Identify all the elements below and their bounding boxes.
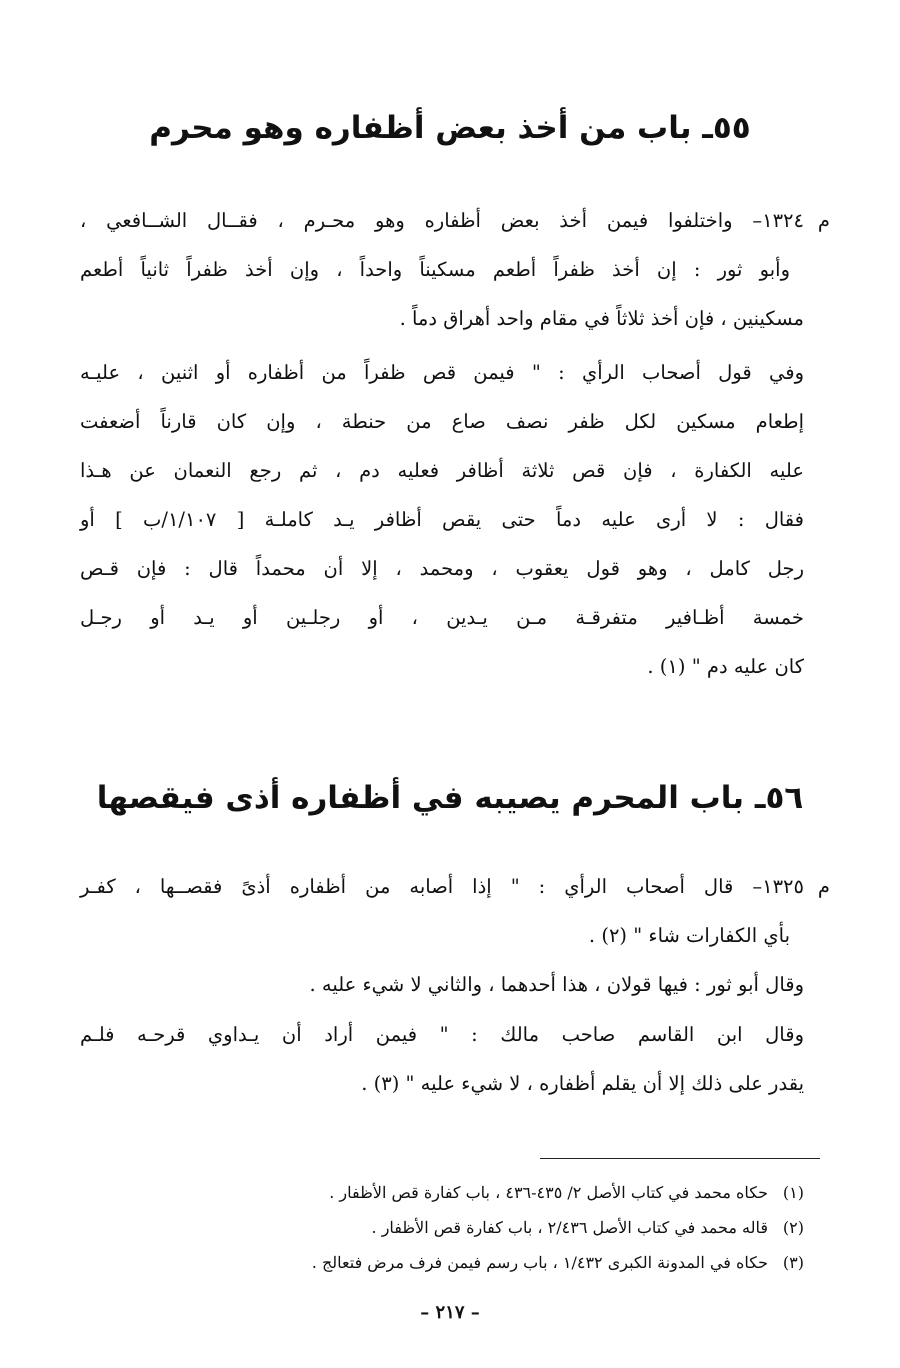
- text-line: وقال أبو ثور : فيها قولان ، هذا أحدهما ، والثاني لا شيء عليه .: [309, 973, 804, 996]
- text-line: وقال ابن القاسم صاحب مالك : " فيمن أراد أن يـداوي قرحـه فلـم: [80, 1023, 804, 1046]
- text-line: كان عليه دم " (١) .: [647, 655, 804, 678]
- footnote: [80, 1245, 804, 1280]
- paragraph: [80, 1010, 804, 1108]
- footnote: [80, 1175, 804, 1210]
- paragraph: [80, 862, 830, 960]
- text-line: فقال : لا أرى عليه دماً حتى يقص أظافر يـد كاملـة [ ١/١٠٧/ب ] أو: [80, 508, 804, 531]
- footnote-text: حكاه محمد في كتاب الأصل ٢/ ٤٣٥-٤٣٦ ، باب كفارة قص الأظفار .: [329, 1183, 768, 1202]
- text-line: إطعام مسكين لكل ظفر نصف صاع من حنطة ، وإن كان قارناً أضعفت: [80, 410, 804, 433]
- footnotes: [80, 1175, 804, 1280]
- text-line: يقدر على ذلك إلا أن يقلم أظفاره ، لا شيء عليه " (٣) .: [361, 1072, 804, 1095]
- section-heading: ٥٥ـ باب من أخذ بعض أظفاره وهو محرم: [149, 110, 751, 146]
- paragraph: [80, 960, 804, 1009]
- page-number: – ٢١٧ –: [420, 1302, 480, 1323]
- footnote-separator: [540, 1158, 820, 1159]
- text-line: مسكينين ، فإن أخذ ثلاثاً في مقام واحد أهراق دماً .: [399, 307, 804, 330]
- footnote-number: (٣): [782, 1253, 804, 1272]
- text-line: رجل كامل ، وهو قول يعقوب ، ومحمد ، إلا أن محمداً قال : فإن قـص: [80, 557, 804, 580]
- paragraph: [80, 348, 804, 691]
- text-line: عليه الكفارة ، فإن قص ثلاثة أظافر فعليه دم ، ثم رجع النعمان عن هـذا: [80, 459, 804, 482]
- paragraph-marker: م: [817, 875, 830, 898]
- footnote-text: قاله محمد في كتاب الأصل ٢/٤٣٦ ، باب كفارة قص الأظفار .: [371, 1218, 768, 1237]
- text-line: ١٣٢٥– قال أصحاب الرأي : " إذا أصابه من أظفاره أذىً فقصــها ، كفـر: [80, 875, 804, 898]
- text-line: خمسة أظـافير متفرقـة مـن يـدين ، أو رجلـين أو يـد أو رجـل: [80, 606, 804, 629]
- footnote-number: (٢): [782, 1218, 804, 1237]
- text-line: وفي قول أصحاب الرأي : " فيمن قص ظفراً من أظفاره أو اثنين ، عليـه: [80, 361, 804, 384]
- text-line: ١٣٢٤– واختلفوا فيمن أخذ بعض أظفاره وهو محـرم ، فقــال الشــافعي ،: [80, 209, 804, 232]
- text-line: بأي الكفارات شاء " (٢) .: [588, 924, 790, 947]
- paragraph: [80, 196, 830, 343]
- footnote-number: (١): [782, 1183, 804, 1202]
- paragraph-marker: م: [817, 209, 830, 232]
- text-line: وأبو ثور : إن أخذ ظفراً أطعم مسكيناً واحداً ، وإن أخذ ظفراً ثانياً أطعم: [80, 258, 790, 281]
- footnote-text: حكاه في المدونة الكبرى ١/٤٣٢ ، باب رسم فيمن فرف مرض فتعالج .: [311, 1253, 768, 1272]
- footnote: [80, 1210, 804, 1245]
- section-heading: ٥٦ـ باب المحرم يصيبه في أظفاره أذى فيقصها: [96, 780, 804, 816]
